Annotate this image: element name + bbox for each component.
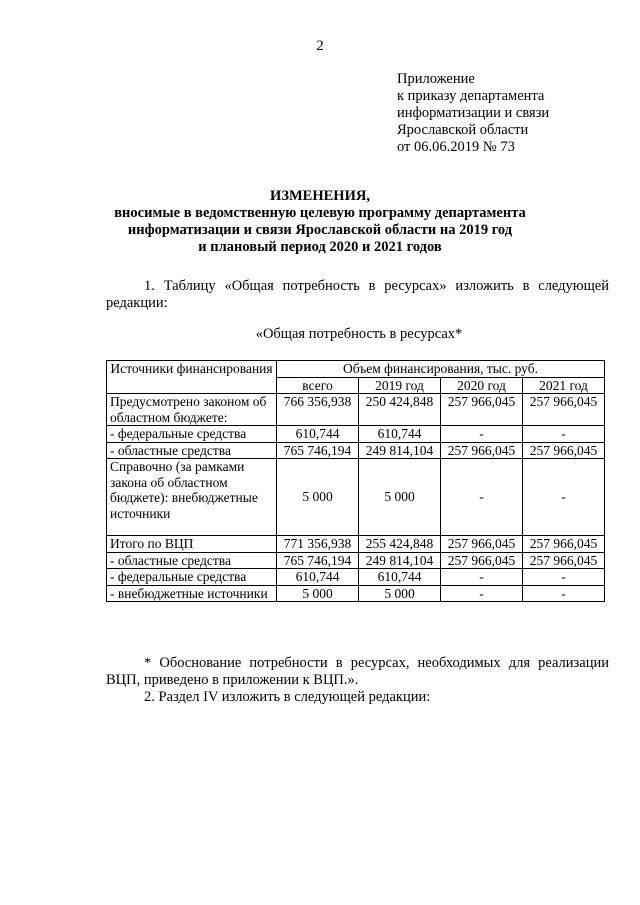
row-label: Справочно (за рамками закона об областном бюджете): внебюджетные источники xyxy=(107,459,277,536)
cell-value: 5 000 xyxy=(277,585,359,602)
table-row xyxy=(107,585,605,602)
cell-value: 5 000 xyxy=(277,459,359,536)
row-label: - областные средства xyxy=(107,552,277,569)
appendix-line: к приказу департамента xyxy=(397,88,545,104)
header-volume: Объем финансирования, тыс. руб. xyxy=(277,361,605,378)
cell-value: 257 966,045 xyxy=(523,442,605,459)
cell-value: - xyxy=(441,459,523,536)
table-row xyxy=(107,394,605,426)
cell-value: 257 966,045 xyxy=(523,394,605,426)
table-row xyxy=(107,459,605,536)
resources-table xyxy=(106,360,605,602)
cell-value: 250 424,848 xyxy=(359,394,441,426)
cell-value: 5 000 xyxy=(359,585,441,602)
cell-value: 765 746,194 xyxy=(277,552,359,569)
column-header: всего xyxy=(277,377,359,394)
table-title: «Общая потребность в ресурсах* xyxy=(255,326,463,342)
cell-value: 249 814,104 xyxy=(359,442,441,459)
cell-value: 257 966,045 xyxy=(523,552,605,569)
cell-value: 765 746,194 xyxy=(277,442,359,459)
paragraph-2-text: 2. Раздел IV изложить в следующей редакции: xyxy=(144,689,431,705)
cell-value: - xyxy=(441,585,523,602)
table-row xyxy=(107,442,605,459)
cell-value: 610,744 xyxy=(277,426,359,443)
paragraph-2 xyxy=(106,689,609,706)
footnote-text: * Обоснование потребности в ресурсах, необходимых для реализации ВЦП, приведено в приложении к ВЦП.». xyxy=(106,655,609,688)
cell-value: 610,744 xyxy=(359,569,441,586)
appendix-block xyxy=(397,71,549,156)
paragraph-1 xyxy=(106,278,609,312)
cell-value: 771 356,938 xyxy=(277,536,359,553)
cell-value: 257 966,045 xyxy=(441,442,523,459)
appendix-line: информатизации и связи xyxy=(397,105,550,121)
title-line: ИЗМЕНЕНИЯ, xyxy=(270,188,370,204)
cell-value: - xyxy=(523,585,605,602)
footnote xyxy=(106,655,609,689)
title-line: информатизации и связи Ярославской области на 2019 год xyxy=(127,222,513,238)
cell-value: - xyxy=(441,569,523,586)
cell-value: 255 424,848 xyxy=(359,536,441,553)
cell-value: 257 966,045 xyxy=(523,536,605,553)
cell-value: 257 966,045 xyxy=(441,394,523,426)
table-row xyxy=(107,536,605,553)
header-sources: Источники финансирования xyxy=(107,361,277,394)
cell-value: - xyxy=(523,459,605,536)
row-label: Предусмотрено законом об областном бюджете: xyxy=(107,394,277,426)
paragraph-1-text: 1. Таблицу «Общая потребность в ресурсах» изложить в следующей редакции: xyxy=(106,278,609,311)
table-row xyxy=(107,569,605,586)
appendix-line: Приложение xyxy=(397,71,475,87)
column-header: 2020 год xyxy=(441,377,523,394)
cell-value: 610,744 xyxy=(359,426,441,443)
title-line: и плановый период 2020 и 2021 годов xyxy=(198,239,442,255)
table-header-row xyxy=(107,361,605,378)
cell-value: - xyxy=(441,426,523,443)
cell-value: - xyxy=(523,426,605,443)
cell-value: 766 356,938 xyxy=(277,394,359,426)
page-number: 2 xyxy=(316,38,324,54)
cell-value: - xyxy=(523,569,605,586)
row-label: - областные средства xyxy=(107,442,277,459)
row-label: - федеральные средства xyxy=(107,569,277,586)
cell-value: 610,744 xyxy=(277,569,359,586)
table-row xyxy=(107,426,605,443)
appendix-line: Ярославской области xyxy=(397,122,529,138)
cell-value: 257 966,045 xyxy=(441,552,523,569)
cell-value: 257 966,045 xyxy=(441,536,523,553)
row-label: - федеральные средства xyxy=(107,426,277,443)
cell-value: 249 814,104 xyxy=(359,552,441,569)
column-header: 2019 год xyxy=(359,377,441,394)
title-line: вносимые в ведомственную целевую программу департамента xyxy=(114,205,526,221)
document-title xyxy=(0,188,640,256)
table-row xyxy=(107,552,605,569)
row-label: Итого по ВЦП xyxy=(107,536,277,553)
cell-value: 5 000 xyxy=(359,459,441,536)
row-label: - внебюджетные источники xyxy=(107,585,277,602)
appendix-line: от 06.06.2019 № 73 xyxy=(397,139,515,155)
column-header: 2021 год xyxy=(523,377,605,394)
